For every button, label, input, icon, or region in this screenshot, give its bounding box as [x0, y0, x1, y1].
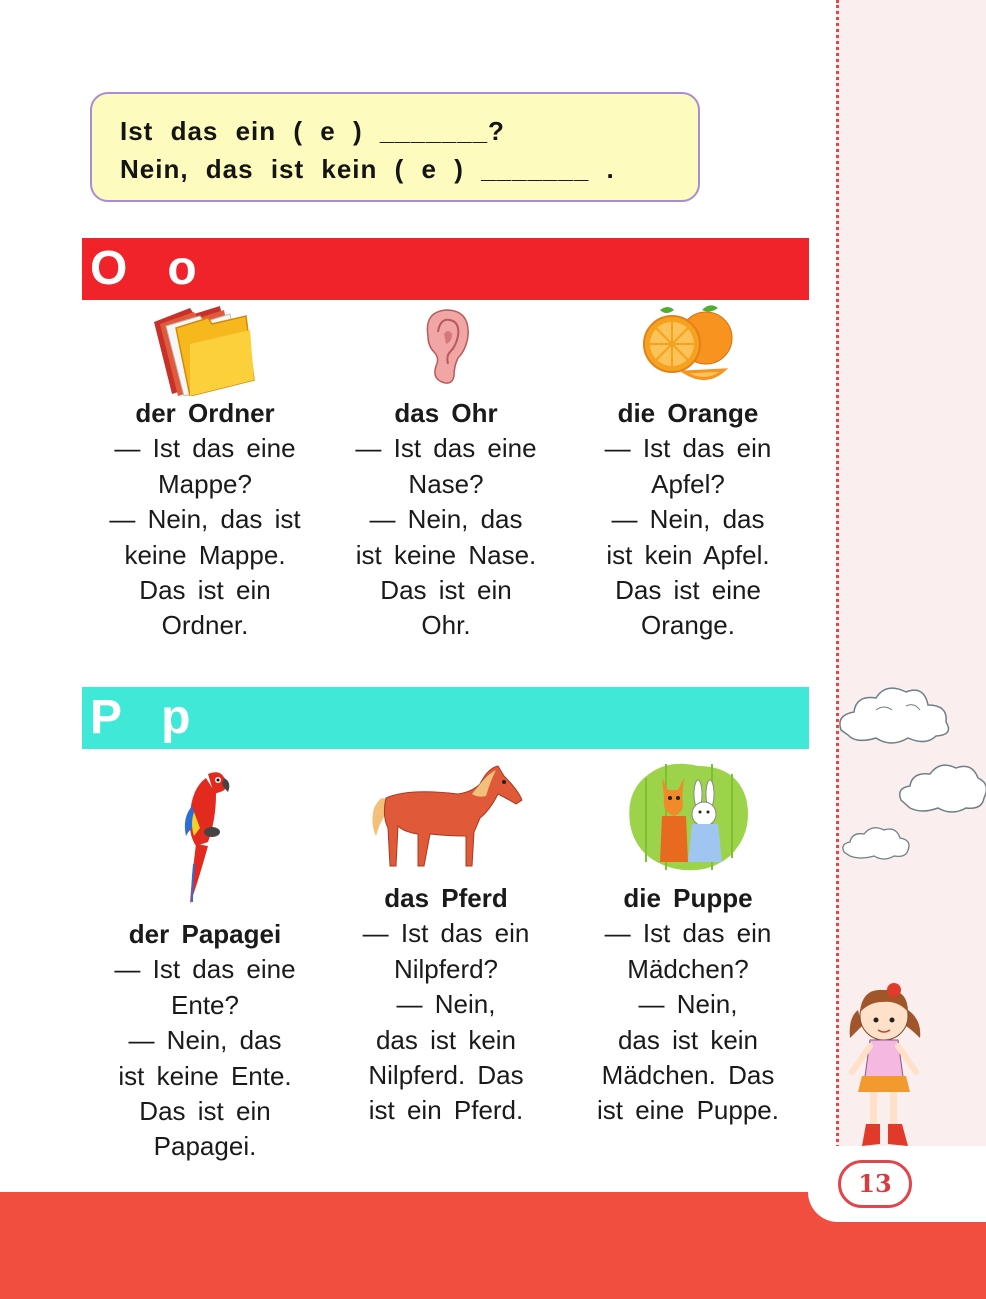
dialog-line: — Ist das eine	[114, 954, 296, 985]
dialog-line: Mappe?	[158, 468, 252, 499]
word-title: die Orange	[617, 398, 759, 428]
word-card-puppe	[568, 881, 808, 1129]
dialog-line: Nilpferd. Das	[368, 1060, 524, 1091]
dialog-line: ist keine Nase.	[355, 539, 537, 570]
letter-band-o	[82, 238, 809, 300]
dialog-line: ist kein Apfel.	[606, 539, 770, 570]
dialog-line: — Ist das ein	[604, 433, 772, 464]
dialog-line: — Nein, das	[611, 504, 765, 535]
dialog-line: — Nein, das	[369, 504, 523, 535]
girl-illustration	[842, 980, 928, 1156]
dialog-line: keine Mappe.	[124, 539, 286, 570]
dialog-line: das ist kein	[617, 1024, 759, 1055]
dialog-line: Ente?	[171, 989, 239, 1020]
word-title: der Ordner	[135, 398, 275, 428]
word-card-papagei	[85, 917, 325, 1165]
word-card-ohr	[326, 396, 566, 644]
word-card-orange	[568, 396, 808, 644]
dialog-line: — Ist das ein	[362, 918, 530, 949]
dialog-line: Nilpferd?	[393, 953, 499, 984]
dialog-line: Apfel?	[651, 468, 725, 499]
dialog-line: — Nein, das	[128, 1025, 282, 1056]
orange-icon	[640, 302, 736, 388]
dialog-line: Mädchen. Das	[601, 1060, 775, 1091]
sentence-pattern-box	[90, 92, 700, 202]
word-title: der Papagei	[128, 919, 282, 949]
dialog-line: ist eine Puppe.	[596, 1095, 779, 1126]
dialog-line: Orange.	[641, 610, 735, 641]
dialog-line: — Nein,	[396, 989, 496, 1020]
folder-icon	[150, 304, 258, 396]
dialog-line: Das ist eine	[615, 575, 761, 606]
dialog-line: Ohr.	[421, 610, 471, 641]
dialog-line: Das ist ein	[139, 1096, 271, 1127]
dialog-line: das ist kein	[375, 1024, 517, 1055]
parrot-icon	[168, 764, 238, 910]
dialog-line: — Nein,	[638, 989, 738, 1020]
cloud-icon	[896, 758, 986, 818]
dialog-line: ist keine Ente.	[118, 1060, 292, 1091]
dotted-divider	[836, 0, 839, 1160]
puppets-icon	[626, 758, 752, 874]
dialog-line: Papagei.	[153, 1131, 257, 1162]
dialog-line: ist ein Pferd.	[368, 1095, 524, 1126]
dialog-line: — Nein, das ist	[109, 504, 301, 535]
dialog-line: — Ist das eine	[114, 433, 296, 464]
ear-icon	[414, 306, 474, 386]
pattern-answer: Nein, das ist kein ( e ) _______ .	[120, 154, 615, 184]
dialog-line: Nase?	[408, 468, 484, 499]
dialog-line: — Ist das ein	[604, 918, 772, 949]
dialog-line: — Ist das eine	[355, 433, 537, 464]
word-title: die Puppe	[623, 883, 753, 913]
word-card-pferd	[326, 881, 566, 1129]
letter-heading: O o	[90, 242, 197, 295]
dialog-line: Das ist ein	[380, 575, 512, 606]
horse-icon	[368, 762, 524, 870]
letter-heading: P p	[90, 691, 191, 744]
cloud-icon	[840, 822, 914, 864]
word-card-ordner	[85, 396, 325, 644]
dialog-line: Ordner.	[161, 610, 249, 641]
letter-band-p	[82, 687, 809, 749]
cloud-icon	[836, 680, 956, 750]
pattern-question: Ist das ein ( e ) _______?	[120, 116, 505, 146]
page-number: 13	[838, 1160, 912, 1208]
word-title: das Ohr	[394, 398, 498, 428]
word-title: das Pferd	[384, 883, 508, 913]
dialog-line: Mädchen?	[627, 953, 749, 984]
dialog-line: Das ist ein	[139, 575, 271, 606]
